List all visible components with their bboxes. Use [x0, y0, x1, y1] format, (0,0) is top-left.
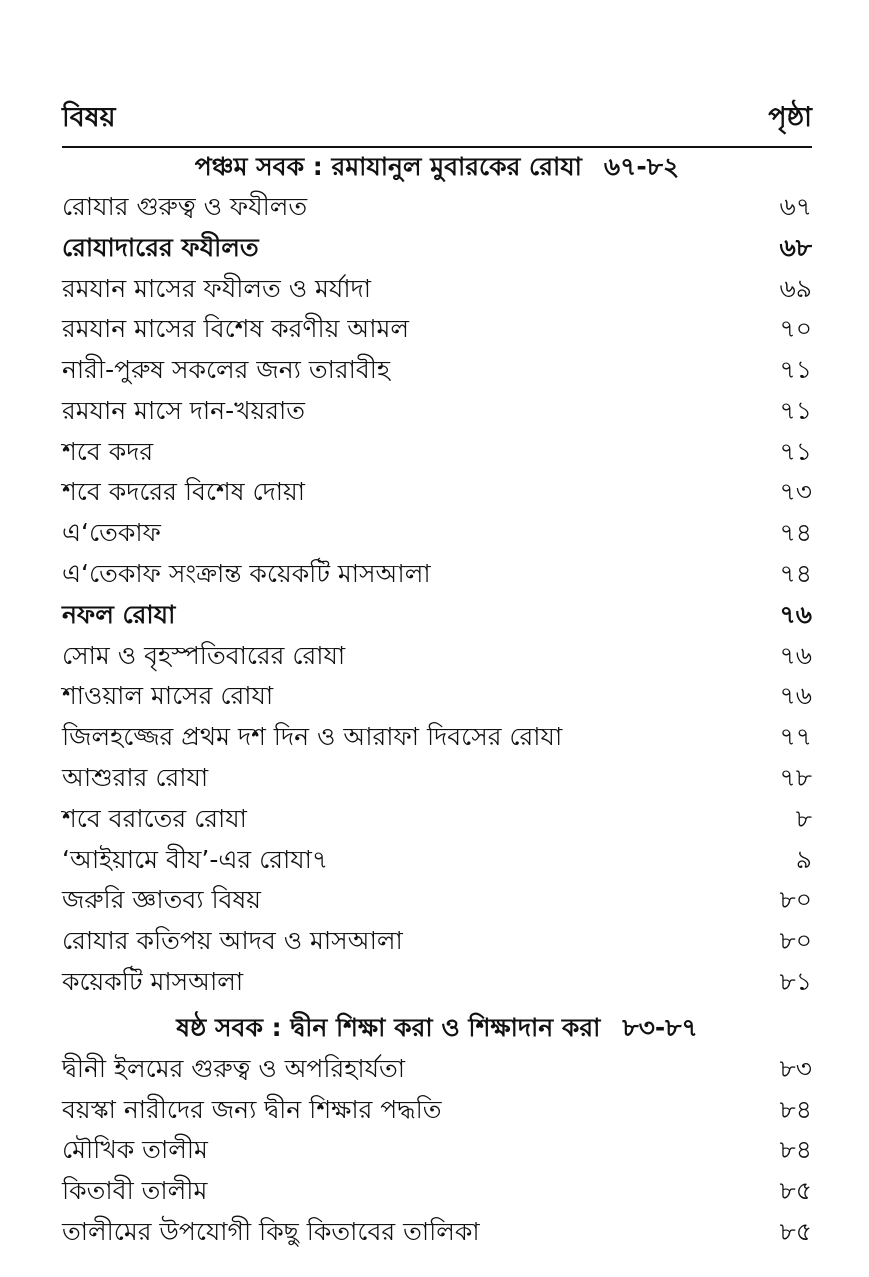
section-title: ষষ্ঠ সবক : দ্বীন শিক্ষা করা ও শিক্ষাদান করা — [176, 1013, 601, 1043]
toc-entry — [62, 1172, 812, 1213]
entry-page: ৭৬ — [779, 640, 812, 670]
entry-title: রমযান মাসের বিশেষ করণীয় আমল — [62, 314, 410, 344]
entry-title: রোযার গুরুত্ব ও ফযীলত — [62, 191, 308, 221]
entry-page: ৭১ — [779, 436, 812, 466]
toc-entry — [62, 1213, 812, 1254]
entry-page: ৮৫ — [779, 1176, 812, 1206]
entry-title: রমযান মাসে দান-খয়রাত — [62, 395, 306, 425]
entry-page: ৭০ — [779, 314, 812, 344]
entry-page: ৮৪ — [779, 1135, 812, 1165]
entry-page: ৮১ — [779, 967, 812, 997]
section-heading — [62, 1010, 812, 1050]
entry-page: ৬৭ — [779, 191, 812, 221]
toc-entry — [62, 922, 812, 963]
entry-title: শবে বরাতের রোযা — [62, 803, 247, 833]
entry-page: ৯ — [795, 844, 812, 874]
toc-entry — [62, 351, 812, 392]
toc-entry — [62, 637, 812, 678]
entry-page: ৭৪ — [779, 559, 812, 589]
entry-page: ৮৩ — [779, 1053, 812, 1083]
entry-title: জিলহজ্জের প্রথম দশ দিন ও আরাফা দিবসের রোযা — [62, 722, 563, 752]
entry-title: এ‘তেকাফ — [62, 518, 161, 548]
entry-title: রমযান মাসের ফযীলত ও মর্যাদা — [62, 273, 371, 303]
entry-title: জরুরি জ্ঞাতব্য বিষয় — [62, 885, 262, 915]
toc-entry — [62, 270, 812, 311]
entry-page: ৭১ — [779, 395, 812, 425]
entry-title: সোম ও বৃহস্পতিবারের রোযা — [62, 640, 346, 670]
toc-entry — [62, 514, 812, 555]
entry-page: ৬৯ — [779, 273, 812, 303]
toc-entry — [62, 841, 812, 882]
entry-title: তালীমের উপযোগী কিছু কিতাবের তালিকা — [62, 1217, 480, 1247]
entry-page: ৭৮ — [779, 763, 812, 793]
entry-title: কিতাবী তালীম — [62, 1176, 208, 1206]
toc-entry — [62, 596, 812, 637]
toc-entry — [62, 392, 812, 433]
entry-title: শবে কদর — [62, 436, 154, 466]
entry-page: ৭৩ — [779, 477, 812, 507]
entry-title: নারী-পুরুষ সকলের জন্য তারাবীহ — [62, 355, 391, 385]
entry-page: ৭৬ — [779, 681, 812, 711]
entry-title: আশুরার রোযা — [62, 763, 209, 793]
entry-page: ৮৫ — [779, 1217, 812, 1247]
entry-title: কয়েকটি মাসআলা — [62, 967, 244, 997]
entry-page: ৭১ — [779, 355, 812, 385]
toc-entry — [62, 1050, 812, 1091]
entry-title: মৌখিক তালীম — [62, 1135, 208, 1165]
section-page-range: ৬৭-৮২ — [603, 151, 680, 181]
entry-page: ৭৭ — [779, 722, 812, 752]
entry-title: শবে কদরের বিশেষ দোয়া — [62, 477, 305, 507]
section-title: পঞ্চম সবক : রমাযানুল মুবারকের রোযা — [194, 151, 582, 181]
entry-title: শাওয়াল মাসের রোযা — [62, 681, 274, 711]
toc-header — [62, 100, 812, 142]
section-heading — [62, 148, 812, 188]
toc-entry — [62, 474, 812, 515]
toc-entry — [62, 188, 812, 229]
table-of-contents — [62, 100, 812, 1254]
toc-entry — [62, 433, 812, 474]
entry-title: বয়স্কা নারীদের জন্য দ্বীন শিক্ষার পদ্ধতি — [62, 1094, 442, 1124]
toc-entry — [62, 1091, 812, 1132]
entry-page: ৭৬ — [779, 599, 812, 629]
toc-entry — [62, 882, 812, 923]
toc-entry — [62, 718, 812, 759]
entry-page: ৮০ — [779, 885, 812, 915]
toc-entry — [62, 963, 812, 1004]
entry-title: রোযাদারের ফযীলত — [62, 232, 259, 262]
toc-entry — [62, 759, 812, 800]
page-column-label: পৃষ্ঠা — [768, 102, 812, 133]
section-page-range: ৮৩-৮৭ — [622, 1013, 698, 1043]
entry-page: ৮৪ — [779, 1094, 812, 1124]
entry-title: নফল রোযা — [62, 599, 176, 629]
entry-title: দ্বীনী ইলমের গুরুত্ব ও অপরিহার্যতা — [62, 1053, 406, 1083]
entry-page: ৭৪ — [779, 518, 812, 548]
toc-entry — [62, 1132, 812, 1173]
entry-page: ৮০ — [779, 926, 812, 956]
toc-entry — [62, 678, 812, 719]
toc-entry — [62, 800, 812, 841]
entry-title: এ‘তেকাফ সংক্রান্ত কয়েকটি মাসআলা — [62, 559, 431, 589]
subject-column-label: বিষয় — [62, 102, 116, 133]
toc-entry — [62, 310, 812, 351]
entry-page: ৮ — [795, 803, 812, 833]
toc-entry — [62, 229, 812, 270]
entry-page: ৬৮ — [779, 232, 812, 262]
entry-title: রোযার কতিপয় আদব ও মাসআলা — [62, 926, 403, 956]
entry-title: ‘আইয়ামে বীয’-এর রোযা৭ — [62, 844, 329, 874]
toc-entry — [62, 555, 812, 596]
